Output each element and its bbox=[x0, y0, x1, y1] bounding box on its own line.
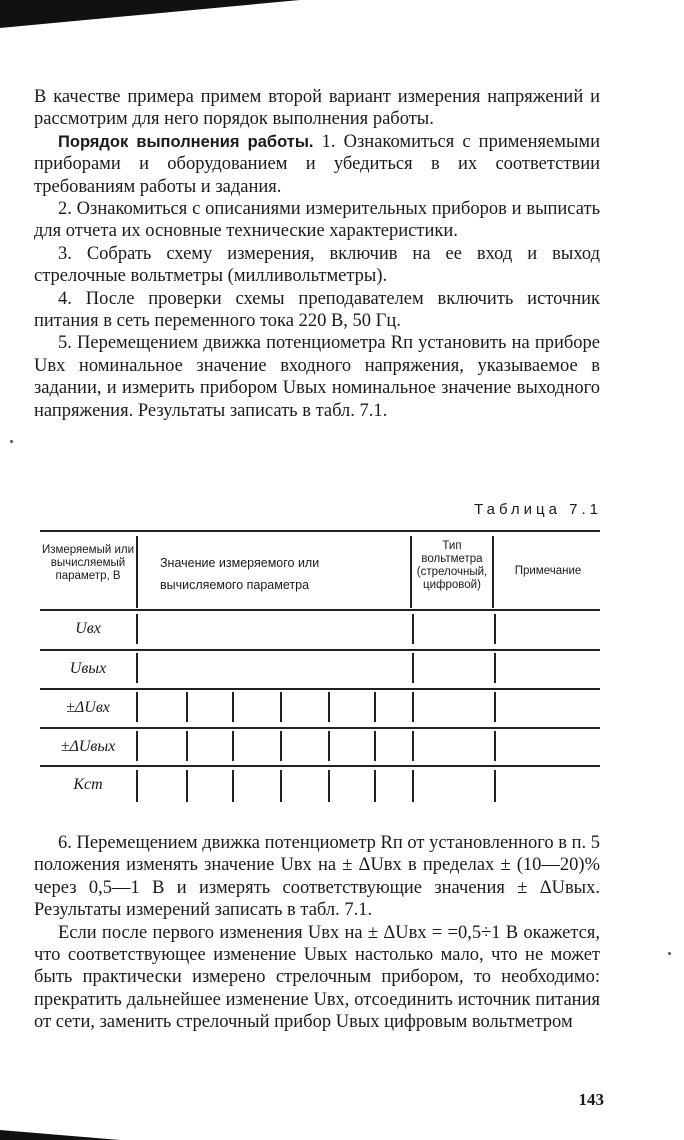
table-rule-top bbox=[40, 530, 600, 532]
row-label-uvyx: Uвых bbox=[69, 660, 107, 677]
table-vline-header-3 bbox=[492, 536, 494, 608]
vline-r5-2 bbox=[186, 770, 188, 802]
scan-speck bbox=[10, 440, 13, 443]
vline-r3-4 bbox=[280, 692, 282, 722]
vline-r3-8 bbox=[494, 692, 496, 722]
header-meter-type: Тип вольтметра (стрелочный, цифровой) bbox=[416, 540, 488, 591]
header-note: Примечание bbox=[514, 565, 582, 577]
procedure-paragraph bbox=[34, 131, 600, 198]
vline-r4-2 bbox=[186, 731, 188, 761]
vline-r5-7 bbox=[412, 770, 414, 802]
lower-text bbox=[34, 832, 600, 1034]
page-number: 143 bbox=[578, 1090, 604, 1109]
vline-r5-4 bbox=[280, 770, 282, 802]
header-value: Значение измеряемого или вычисляемого параметра bbox=[160, 556, 320, 592]
vline-r2-b bbox=[412, 653, 414, 683]
table-caption: Таблица 7.1 bbox=[474, 501, 602, 518]
vline-r5-6 bbox=[374, 770, 376, 802]
step-6: 6. Перемещением движка потенциометр Rп от установленного в п. 5 положения изменять значение Uвх на ± ΔUвх в пределах ± (10—20)% через 0,5—1 В и измерять соответствующие значения ± ΔUвых. Результаты измерений записать в табл. 7.1. bbox=[34, 833, 600, 921]
row-label-delta-uvx: ±ΔUвх bbox=[66, 699, 110, 716]
vline-r5-1 bbox=[136, 770, 138, 802]
row-label-delta-uvyx: ±ΔUвых bbox=[60, 738, 116, 755]
header-param: Измеряемый или вычисляемый параметр, В bbox=[41, 544, 135, 582]
table-rule-header bbox=[40, 609, 600, 611]
vline-r4-3 bbox=[232, 731, 234, 761]
row-label-uvx: Uвх bbox=[75, 620, 101, 637]
table-rule-row2 bbox=[40, 688, 600, 690]
vline-r4-8 bbox=[494, 731, 496, 761]
step-2: 2. Ознакомиться с описаниями измерительных приборов и выписать для отчета их основные технические характеристики. bbox=[34, 199, 600, 242]
table-rule-row4 bbox=[40, 765, 600, 767]
scan-speck bbox=[668, 952, 671, 955]
vline-r3-7 bbox=[412, 692, 414, 722]
row-label-kst: Kст bbox=[73, 776, 103, 793]
step-4: 4. После проверки схемы преподавателем включить источник питания в сеть переменного тока 220 В, 50 Гц. bbox=[34, 288, 600, 332]
table-rule-row1 bbox=[40, 649, 600, 651]
vline-r5-3 bbox=[232, 770, 234, 802]
upper-text bbox=[34, 86, 600, 422]
scan-corner-bottom bbox=[0, 1130, 120, 1140]
procedure-heading: Порядок выполнения работы. bbox=[58, 132, 314, 151]
vline-r3-3 bbox=[232, 692, 234, 722]
vline-r4-5 bbox=[328, 731, 330, 761]
table-vline-header-1 bbox=[136, 536, 138, 608]
step-6-continuation: Если после первого изменения Uвх на ± ΔUвх = =0,5÷1 В окажется, что соответствующее изменение Uвых настолько мало, что не может быть практически измерено стрелочным прибором, то необходимо: прекратить дальнейшее изменение Uвх, отсоединить источник питания от сети, заменить стрелочный прибор Uвых цифровым вольтметром bbox=[34, 922, 600, 1033]
vline-r1-b bbox=[412, 614, 414, 644]
vline-r1-c bbox=[494, 614, 496, 644]
vline-r5-8 bbox=[494, 770, 496, 802]
vline-r3-2 bbox=[186, 692, 188, 722]
scan-corner-top bbox=[0, 0, 300, 28]
vline-r3-6 bbox=[374, 692, 376, 722]
vline-r1-a bbox=[136, 614, 138, 644]
step-5: 5. Перемещением движка потенциометра Rп установить на приборе Uвх номинальное значение входного напряжения, указываемое в задании, и измерить прибором Uвых номинальное значение выходного напряжения. Результаты записать в табл. 7.1. bbox=[34, 333, 600, 421]
vline-r3-5 bbox=[328, 692, 330, 722]
vline-r4-6 bbox=[374, 731, 376, 761]
table-7-1 bbox=[40, 530, 600, 805]
vline-r4-4 bbox=[280, 731, 282, 761]
step-1: 1. Ознакомиться с применяемыми приборами и оборудованием и убедиться в их соответствии требованиям работы и задания. bbox=[34, 131, 601, 197]
intro-paragraph: В качестве примера примем второй вариант измерения напряжений и рассмотрим для него порядок выполнения работы. bbox=[34, 87, 600, 130]
step-3: 3. Собрать схему измерения, включив на ее вход и выход стрелочные вольтметры (милливольтметры). bbox=[34, 243, 600, 287]
table-rule-row3 bbox=[40, 727, 600, 729]
vline-r5-5 bbox=[328, 770, 330, 802]
vline-r2-c bbox=[494, 653, 496, 683]
vline-r4-1 bbox=[136, 731, 138, 761]
vline-r3-1 bbox=[136, 692, 138, 722]
vline-r2-a bbox=[136, 653, 138, 683]
vline-r4-7 bbox=[412, 731, 414, 761]
